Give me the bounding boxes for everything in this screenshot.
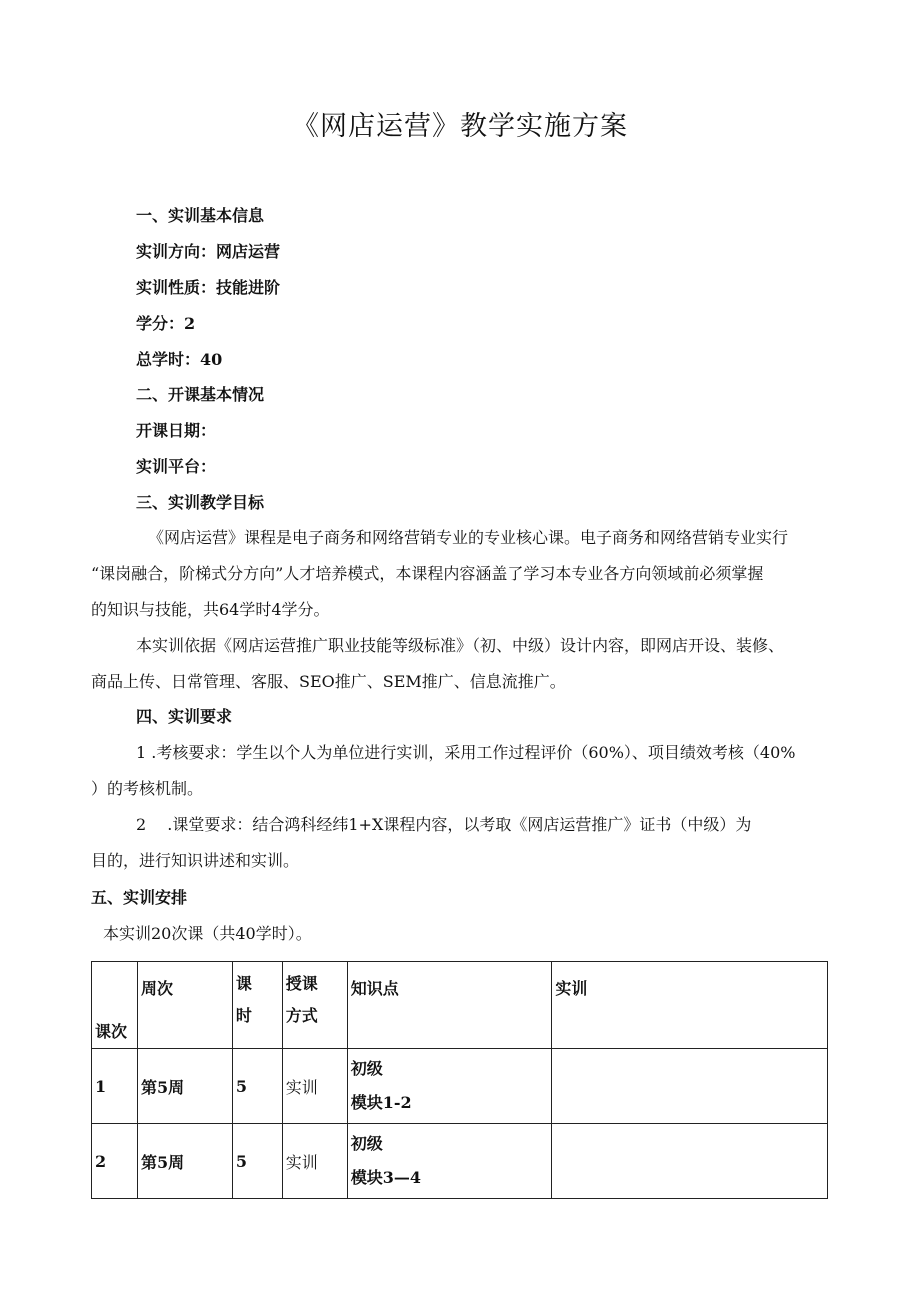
header-hours-line-2: 时 (235, 1006, 252, 1025)
header-mode-line-1: 授课 (285, 974, 318, 993)
section4-heading: 四、实训要求 (136, 707, 233, 726)
goal-paragraph-line-3: 的知识与技能，共64学时4学分。 (91, 600, 330, 619)
header-practice: 实训 (552, 962, 828, 1049)
training-platform: 实训平台： (136, 457, 217, 476)
requirement-1-line-1: 1 .考核要求：学生以个人为单位进行实训，采用工作过程评价（60%）、项目绩效考核（40% (136, 743, 796, 762)
goal-paragraph2-line-1: 本实训依据《网店运营推广职业技能等级标准》（初、中级）设计内容，即网店开设、装修、 (136, 636, 785, 655)
total-hours: 总学时：40 (136, 350, 223, 369)
requirement-2-line-2: 目的，进行知识讲述和实训。 (91, 851, 300, 870)
section3-heading: 三、实训教学目标 (136, 493, 265, 512)
goal-paragraph-line-1: 《网店运营》课程是电子商务和网络营销专业的专业核心课。电子商务和网络营销专业实行 (148, 528, 789, 547)
cell-mode: 实训 (282, 1049, 347, 1124)
credits: 学分：2 (136, 314, 196, 333)
table-row (92, 1124, 828, 1199)
cell-knowledge (347, 1049, 552, 1124)
goal-paragraph-line-2: “课岗融合，阶梯式分方向”人才培养模式，本课程内容涵盖了学习本专业各方向领域前必须掌握 (91, 564, 764, 583)
section1-heading: 一、实训基本信息 (136, 206, 265, 225)
cell-practice (552, 1124, 828, 1199)
header-mode (282, 962, 347, 1049)
cell-knowledge-level: 初级 (350, 1059, 383, 1078)
course-date: 开课日期： (136, 421, 217, 440)
page-title: 《网店运营》教学实施方案 (292, 111, 628, 142)
cell-knowledge (347, 1124, 552, 1199)
header-hours-line-1: 课 (235, 974, 252, 993)
cell-week: 第5周 (137, 1124, 232, 1199)
cell-session: 1 (92, 1049, 138, 1124)
cell-knowledge-module: 模块1-2 (350, 1093, 412, 1112)
schedule-table (91, 961, 828, 1199)
header-hours (232, 962, 282, 1049)
training-nature: 实训性质：技能进阶 (136, 278, 281, 297)
header-mode-line-2: 方式 (285, 1006, 318, 1025)
table-header-row (92, 962, 828, 1049)
requirement-2-line-1: 2 .课堂要求：结合鸿科经纬1+X课程内容，以考取《网店运营推广》证书（中级）为 (136, 815, 752, 834)
schedule-intro: 本实训20次课（共40学时）。 (103, 924, 312, 943)
header-session: 课次 (92, 962, 138, 1049)
header-knowledge: 知识点 (347, 962, 552, 1049)
goal-paragraph2-line-2: 商品上传、日常管理、客服、SEO推广、SEM推广、信息流推广。 (91, 672, 566, 691)
section5-heading: 五、实训安排 (91, 888, 188, 907)
requirement-1-line-2: ）的考核机制。 (91, 779, 204, 798)
cell-knowledge-module: 模块3—4 (350, 1168, 421, 1187)
training-direction: 实训方向：网店运营 (136, 242, 281, 261)
cell-week: 第5周 (137, 1049, 232, 1124)
cell-hours: 5 (232, 1124, 282, 1199)
table-row (92, 1049, 828, 1124)
header-week: 周次 (137, 962, 232, 1049)
cell-mode: 实训 (282, 1124, 347, 1199)
cell-hours: 5 (232, 1049, 282, 1124)
cell-knowledge-level: 初级 (350, 1134, 383, 1153)
cell-session: 2 (92, 1124, 138, 1199)
cell-practice (552, 1049, 828, 1124)
section2-heading: 二、开课基本情况 (136, 385, 265, 404)
